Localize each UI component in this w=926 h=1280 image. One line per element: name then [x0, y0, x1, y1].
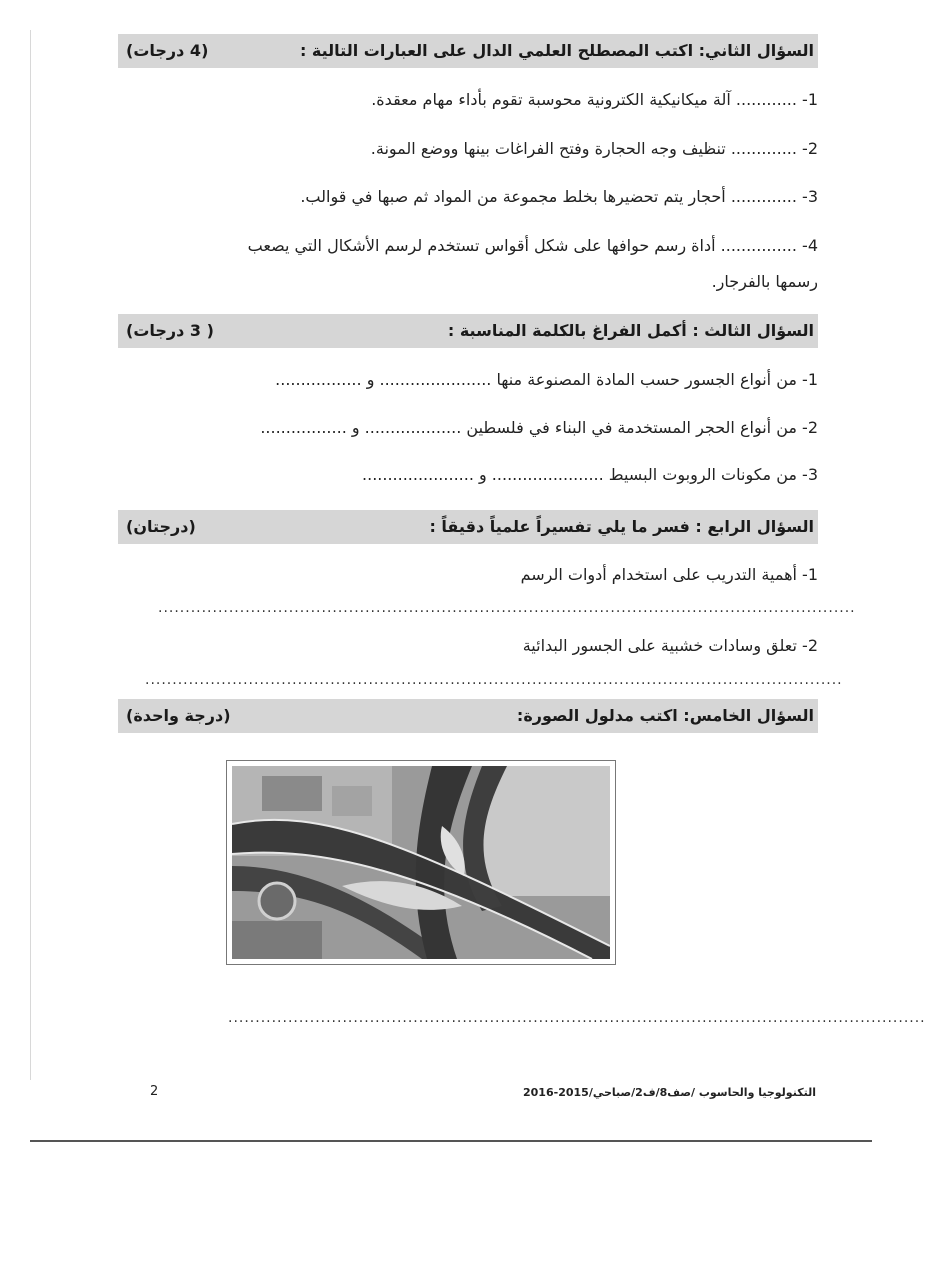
- question-3-header: [118, 314, 818, 348]
- q2-item-1: 1- ............ آلة ميكانيكية الكترونية محوسبة تقوم بأداء مهام معقدة.: [371, 90, 818, 109]
- q2-item-2: 2- ............. تنظيف وجه الحجارة وفتح الفراغات بينها ووضع المونة.: [370, 139, 818, 158]
- question-5-title: السؤال الخامس: اكتب مدلول الصورة:: [516, 706, 814, 725]
- q2-item-4: 4- ............... أداة رسم حوافها على شكل أقواس تستخدم لرسم الأشكال التي يصعب: [247, 236, 818, 255]
- q3-item-3: 3- من مكونات الروبوت البسيط ...................... و ......................: [362, 465, 818, 484]
- question-2-title: السؤال الثاني: اكتب المصطلح العلمي الدال على العبارات التالية :: [299, 41, 814, 60]
- q2-item-4-continued: رسمها بالفرجار.: [711, 272, 818, 291]
- question-2-grade: (4 درجات): [126, 41, 209, 60]
- question-4-header: [118, 510, 818, 544]
- aerial-highway-image: [232, 766, 610, 959]
- margin-line: [30, 30, 31, 1080]
- question-2-header: [118, 34, 818, 68]
- q5-answer-line: ................................................................................................................................: [228, 1010, 926, 1026]
- question-3-title: السؤال الثالث : أكمل الفراغ بالكلمة المناسبة :: [447, 321, 814, 340]
- page-number: 2: [150, 1084, 159, 1099]
- q4-answer-line-2: ................................................................................................................................: [145, 672, 843, 688]
- question-3-grade: ( 3 درجات): [126, 321, 214, 340]
- page-bottom-rule: [30, 1140, 872, 1142]
- bridge-interchange-photo: [226, 760, 616, 965]
- q3-item-1: 1- من أنواع الجسور حسب المادة المصنوعة منها ...................... و .................: [275, 370, 818, 389]
- course-info: التكنولوجيا والحاسوب /صف8/ف2/صباحي/2015-2016: [522, 1086, 816, 1099]
- q2-item-3: 3- ............. أحجار يتم تحضيرها بخلط مجموعة من المواد ثم صبها في قوالب.: [300, 187, 818, 206]
- question-4-title: السؤال الرابع : فسر ما يلي تفسيراً علمياً دقيقاً :: [429, 517, 814, 536]
- q4-answer-line-1: ................................................................................................................................: [158, 600, 856, 616]
- question-5-grade: (درجة واحدة): [126, 706, 231, 725]
- q4-item-1: 1- أهمية التدريب على استخدام أدوات الرسم: [520, 565, 818, 584]
- question-4-grade: (درجتان): [126, 517, 196, 536]
- question-5-header: [118, 699, 818, 733]
- q3-item-2: 2- من أنواع الحجر المستخدمة في البناء في فلسطين ................... و .................: [260, 418, 818, 437]
- q4-item-2: 2- تعلق وسادات خشبية على الجسور البدائية: [522, 636, 818, 655]
